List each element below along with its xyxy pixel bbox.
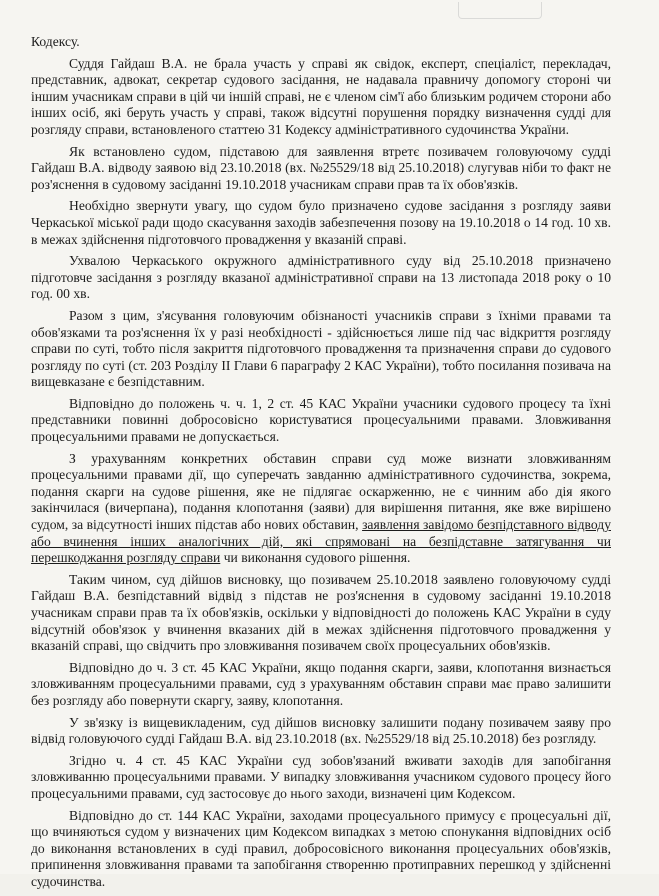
paragraph: Разом з цим, з'ясування головуючим обізнаності учасників справи з їхніми правами та обов'язками та роз'яснення їх у разі необхідності - здійснюється лише під час відкриття розгляду справи по суті, тобто після закриття підготовчого провадження та призначення справи до судового розгляду по суті (ст. 203 Розділу ІІ Глави 6 параграфу 2 КАС України), тобто посилання позивача на вищевказане є безпідставним. <box>31 307 611 390</box>
paragraph: Згідно ч. 4 ст. 45 КАС України суд зобов'язаний вживати заходів для запобігання зловживанню процесуальними правами. У випадку зловживання учасником судового процесу його процесуальними правами, суд застосовує до нього заходи, визначені цим Кодексом. <box>31 752 611 801</box>
document-body <box>31 34 611 896</box>
paragraph: Кодексу. <box>31 34 80 49</box>
paragraph: Відповідно до положень ч. ч. 1, 2 ст. 45 КАС України учасники судового процесу та їхні представники повинні добросовісно користуватися процесуальними правами. Зловживання процесуальними правами не допускається. <box>31 395 611 445</box>
stamp-mark <box>458 2 542 19</box>
paragraph: Суддя Гайдаш В.А. не брала участь у справі як свідок, експерт, спеціаліст, перекладач, представник, адвокат, секретар судового засідання, не надавала правничу допомогу стороні чи іншим учасникам справи в цій чи іншій справі, не є членом сім'ї або близьким родичем сторони або інших осіб, які беруть участь у справі, також відсутні порушення порядку визначення судді для розгляду справи, встановленого статтею 31 Кодексу адміністративного судочинства України. <box>31 55 611 137</box>
paragraph: Ухвалою Черкаського окружного адміністративного суду від 25.10.2018 призначено підготовче засідання з розгляду вказаної адміністративної справи на 13 листопада 2018 року о 10 год. 00 хв. <box>31 253 611 302</box>
underlined-text: заявлення завідомо безпідставного відводу або вчинення інших аналогічних дій, які спрямовані на безпідставне затягування чи перешкоджання розгляду справи <box>31 517 611 566</box>
paragraph: Як встановлено судом, підставою для заявлення втретє позивачем головуючому судді Гайдаш В.А. відводу заявою від 23.10.2018 (вх. №25529/18 від 25.10.2018) слугував ніби то факт не роз'яснення в судовому засіданні 19.10.2018 учасникам справи прав та їх обов'язків. <box>31 143 611 192</box>
paragraph: Необхідно звернути увагу, що судом було призначено судове засідання з розгляду заяви Черкаської міської ради щодо скасування заходів забезпечення позову на 19.10.2018 о 14 год. 10 хв. в межах здійснення підготовчого провадження у вказаній справі. <box>31 198 611 247</box>
paragraph: Відповідно до ст. 144 КАС України, заходами процесуального примусу є процесуальні дії, що вчиняються судом у визначених цим Кодексом випадках з метою спонукання відповідних осіб до виконання встановлених в суді правил, добросовісного виконання процесуальних обов'язків, припинення зловживання правами та запобігання створенню протиправних перешкод у здійсненні судочинства. <box>31 807 611 889</box>
paragraph-text: чи виконання судового рішення. <box>220 550 411 566</box>
paragraph-text: З урахуванням конкретних обставин справи суд може визнати зловживанням процесуальними правами дії, що суперечать завданню адміністративного судочинства, зокрема, подання скарги на судове рішення, яке не підлягає оскарженню, не є чинним або дія якого закінчилася (вичерпана), подання клопотання (заяви) для вирішення питання, яке вже вирішено судом, за відсутності інших підстав або нових обставин, <box>31 450 611 533</box>
paragraph: У зв'язку із вищевикладеним, суд дійшов висновку залишити подану позивачем заяву про відвід головуючого судді Гайдаш В.А. від 23.10.2018 (вх. №25529/18 від 25.10.2018) без розгляду. <box>31 714 611 747</box>
paragraph: Відповідно до ч. 3 ст. 45 КАС України, якщо подання скарги, заяви, клопотання визнається зловживанням процесуальними правами, суд з урахуванням обставин справи має право залишити без розгляду або повернути скаргу, заяву, клопотання. <box>31 659 611 708</box>
paragraph <box>31 451 611 567</box>
paragraph: Таким чином, суд дійшов висновку, що позивачем 25.10.2018 заявлено головуючому судді Гайдаш В.А. безпідставний відвід з підстав не роз'яснення в судовому засіданні 19.10.2018 учасникам справи прав та їх обов'язків, оскільки у відповідності до положень КАС України в суду відсутній обов'язок у вчинення вказаних дій в межах здійснення підготовчого провадження у вказаній справі, що свідчить про зловживання позивачем своїх процесуальних обов'язків. <box>31 571 611 654</box>
